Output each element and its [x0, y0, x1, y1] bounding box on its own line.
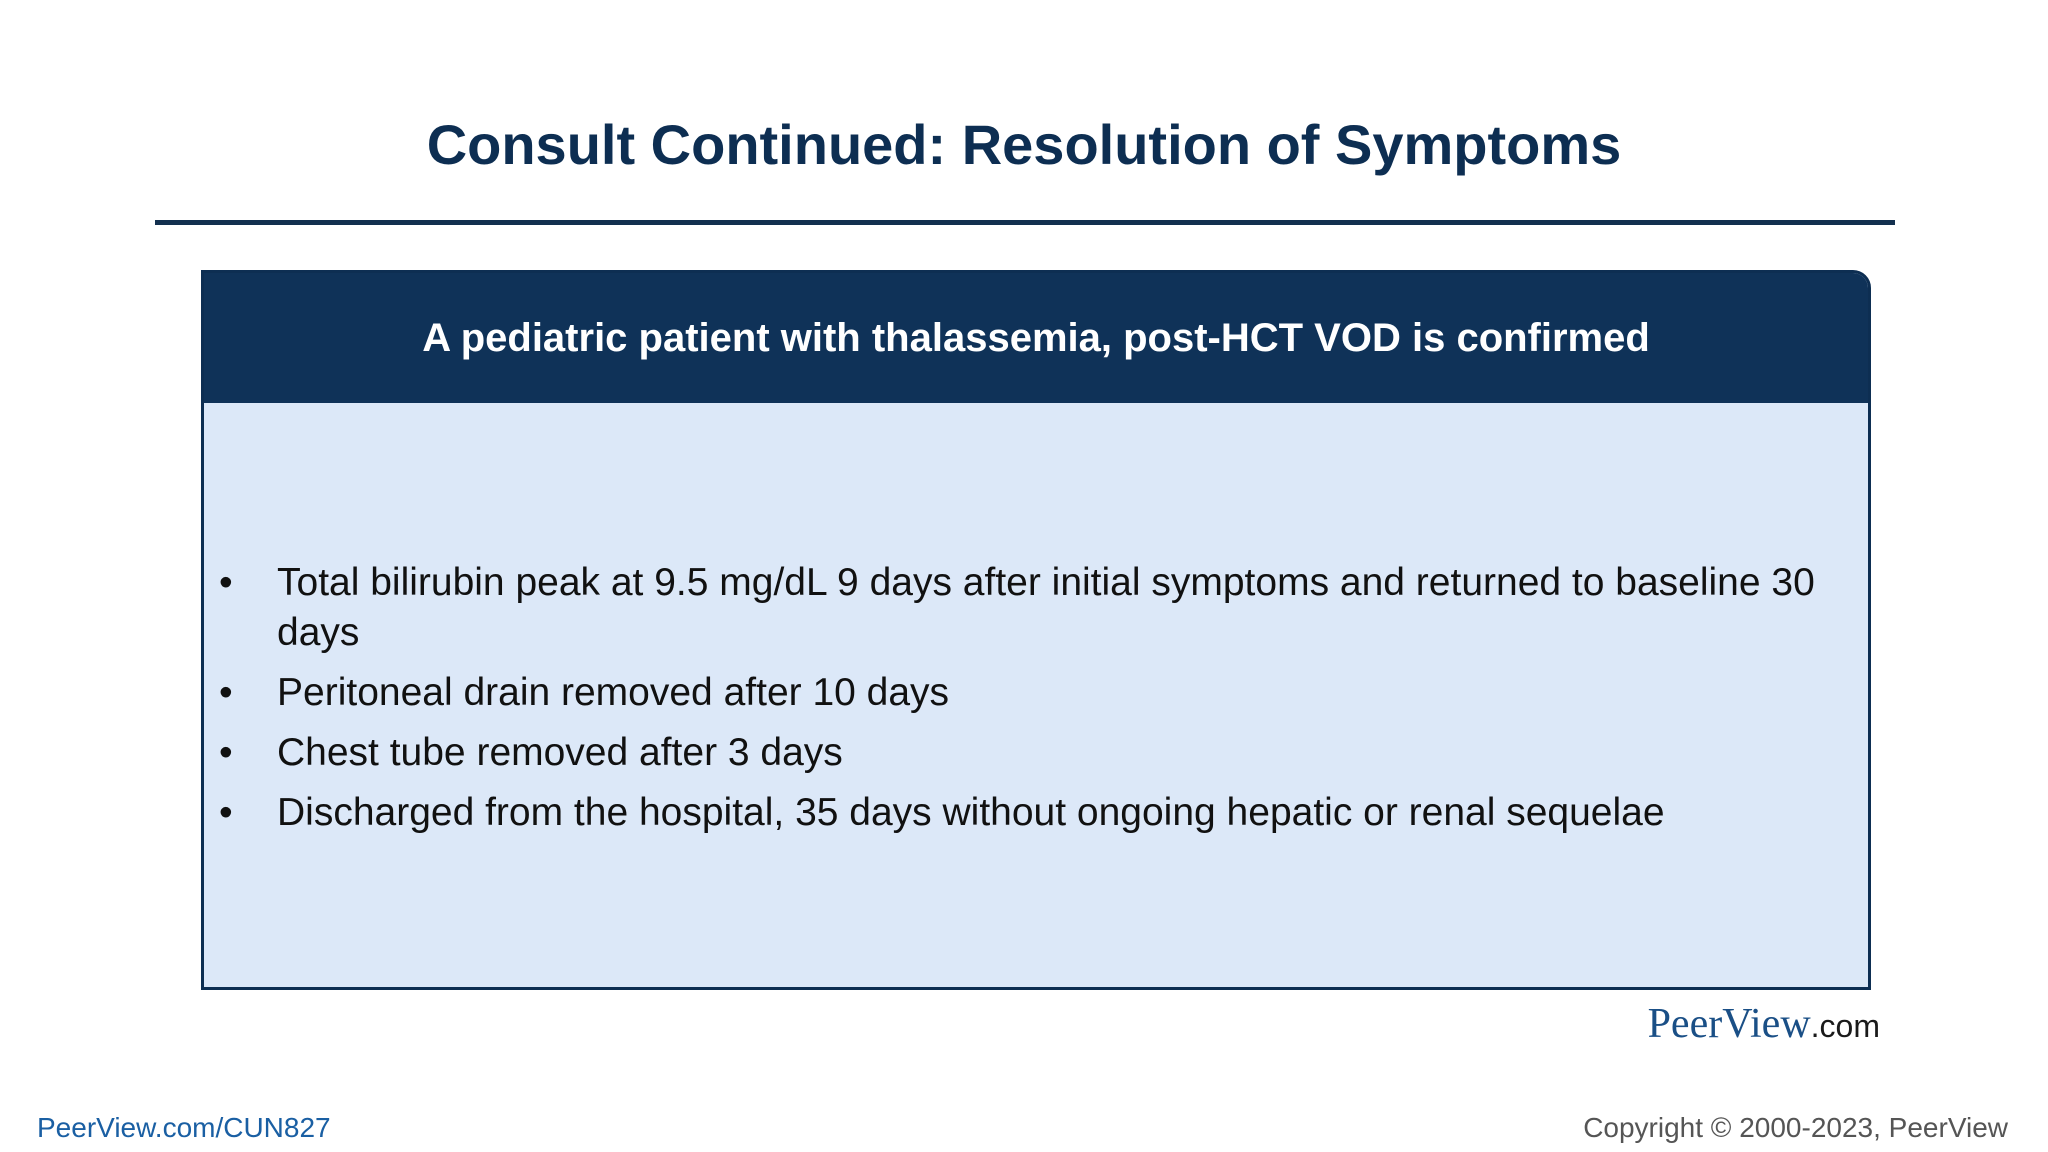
title-divider	[155, 220, 1895, 225]
logo-wordmark: PeerView	[1647, 1001, 1811, 1047]
bullet-item	[219, 668, 1849, 718]
bullet-icon: •	[219, 561, 233, 604]
slide-title: Consult Continued: Resolution of Symptoms	[426, 113, 1622, 176]
bullet-text: Total bilirubin peak at 9.5 mg/dL 9 days after initial symptoms and returned to baseline 30 days	[277, 561, 1815, 654]
bullet-text: Chest tube removed after 3 days	[277, 731, 843, 774]
footer-copyright: Copyright © 2000-2023, PeerView	[1583, 1112, 2008, 1143]
case-panel-header-text: A pediatric patient with thalassemia, post-HCT VOD is confirmed	[422, 315, 1650, 360]
bullet-item	[219, 728, 1849, 778]
bullet-item	[219, 558, 1849, 658]
bullet-icon: •	[219, 791, 233, 834]
peerview-logo	[1648, 1000, 1880, 1048]
footer-course-link[interactable]: PeerView.com/CUN827	[37, 1112, 331, 1143]
bullet-text: Discharged from the hospital, 35 days without ongoing hepatic or renal sequelae	[277, 791, 1665, 834]
case-panel-header	[204, 273, 1868, 403]
bullet-text: Peritoneal drain removed after 10 days	[277, 671, 950, 714]
bullet-item	[219, 788, 1849, 838]
bullet-icon: •	[219, 671, 233, 714]
bullet-icon: •	[219, 731, 233, 774]
bullet-list	[219, 558, 1849, 848]
case-panel	[201, 270, 1871, 990]
logo-domain-suffix: .com	[1810, 1008, 1880, 1044]
